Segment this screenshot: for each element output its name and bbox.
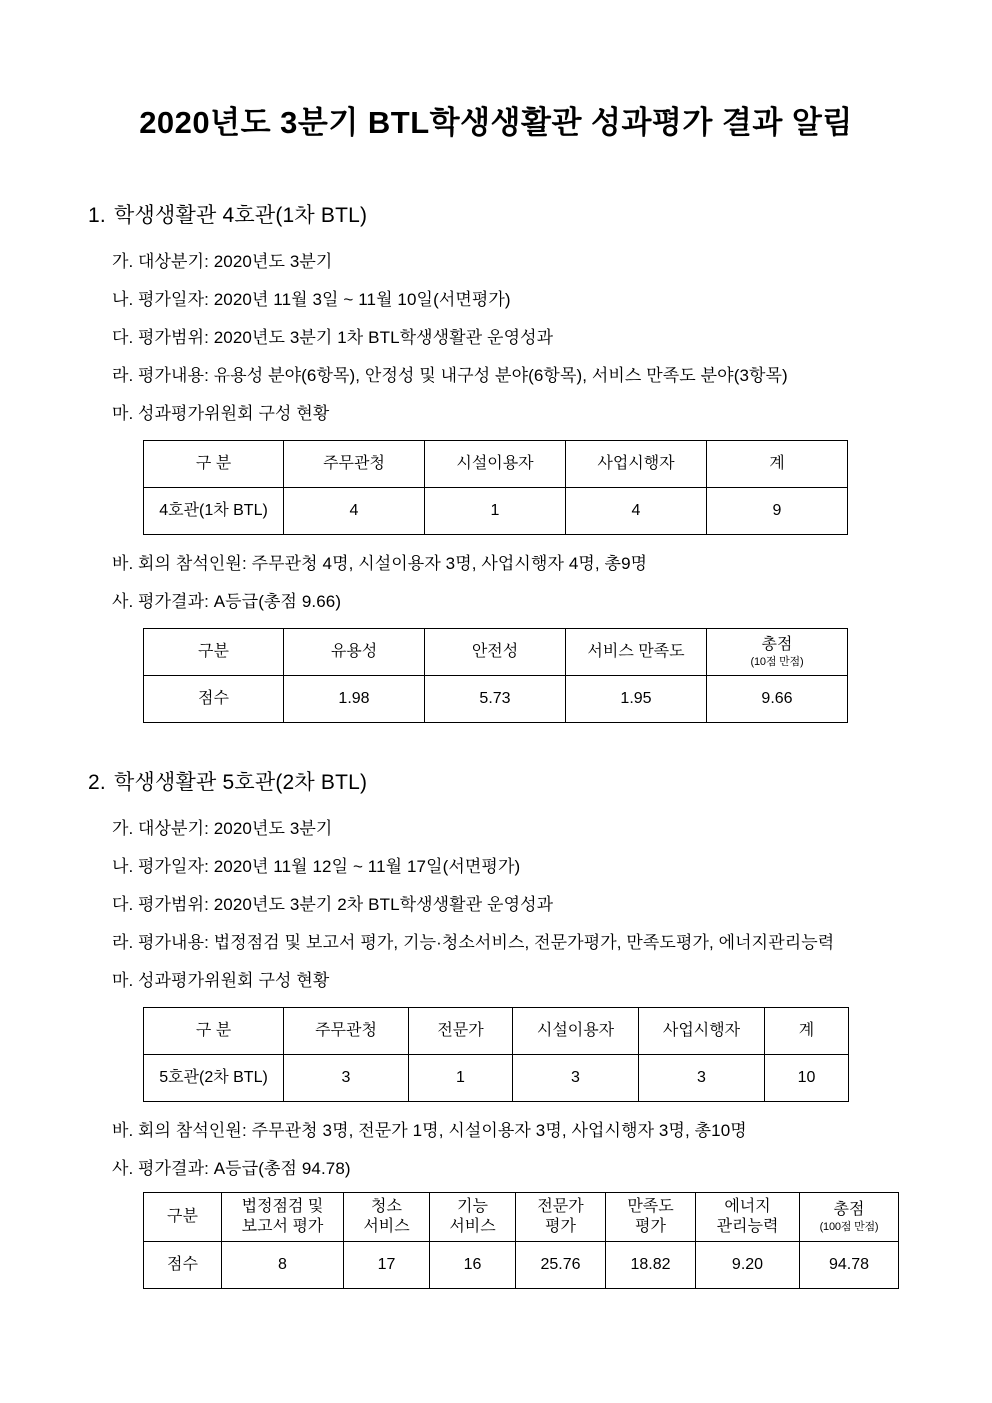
total-label: 총점 [761,636,793,654]
item-marker: 바. [112,1120,134,1140]
table-header-cell: 구분 [144,628,284,675]
table-header-cell: 구분 [144,1193,222,1241]
item-text: 평가일자: 2020년 11월 3일 ~ 11월 10일(서면평가) [138,289,511,309]
list-item [0,1120,992,1143]
total-label: 총점 [833,1201,865,1219]
item-marker: 나. [112,856,134,876]
item-text: 회의 참석인원: 주무관청 4명, 시설이용자 3명, 사업시행자 4명, 총9명 [138,553,648,573]
table-cell: 3 [284,1054,409,1101]
table-cell: 점수 [144,1241,222,1288]
table-row [144,675,848,722]
table-row [144,487,848,534]
list-item [0,251,992,274]
table-cell: 1 [409,1054,513,1101]
section-2 [0,769,992,1289]
section-1-heading [0,202,992,229]
table-cell: 4 [566,487,707,534]
table-cell: 9.20 [696,1241,800,1288]
item-text: 평가결과: A등급(총점 9.66) [138,591,342,611]
score-table-1 [143,628,848,723]
header-line-2: 서비스 [449,1217,496,1235]
table-header-cell [430,1193,516,1241]
table-header-cell [696,1193,800,1241]
table-header-cell: 구 분 [144,1007,284,1054]
section-1-title: 학생생활관 4호관(1차 BTL) [114,203,368,227]
list-item [0,327,992,350]
header-line-1: 기능 [457,1198,488,1216]
score-table-2 [143,1192,899,1288]
table-header-cell: 전문가 [409,1007,513,1054]
item-text: 평가범위: 2020년도 3분기 2차 BTL학생생활관 운영성과 [138,894,554,914]
page-title: 2020년도 3분기 BTL학생생활관 성과평가 결과 알림 [139,105,853,140]
total-max-note: (10점 만점) [750,655,804,668]
item-text: 대상분기: 2020년도 3분기 [138,252,333,272]
table-cell: 9.66 [707,675,848,722]
table-cell: 16 [430,1241,516,1288]
table-row [144,1241,899,1288]
section-1-number: 1. [88,203,106,227]
header-line-1: 법정점검 및 [241,1198,324,1216]
list-item [0,591,992,614]
list-item [0,970,992,993]
table-cell: 9 [707,487,848,534]
table-cell: 5.73 [425,675,566,722]
table-cell: 4호관(1차 BTL) [144,487,284,534]
header-line-2: 평가 [635,1217,666,1235]
table-cell: 17 [344,1241,430,1288]
section-divider-space [0,723,992,769]
item-marker: 다. [112,894,134,914]
table-header-cell: 유용성 [284,628,425,675]
header-line-1: 청소 [371,1198,402,1216]
section-1-items-cont [0,553,992,614]
table-header-cell: 구 분 [144,440,284,487]
item-text: 평가범위: 2020년도 3분기 1차 BTL학생생활관 운영성과 [138,327,554,347]
table-header-cell: 사업시행자 [639,1007,765,1054]
header-line-1: 전문가 [537,1198,584,1216]
item-marker: 가. [112,818,134,838]
item-text: 회의 참석인원: 주무관청 3명, 전문가 1명, 시설이용자 3명, 사업시행자 3명, 총10명 [138,1120,747,1140]
table-cell: 94.78 [800,1241,899,1288]
table-cell: 1 [425,487,566,534]
list-item [0,365,992,388]
section-2-title: 학생생활관 5호관(2차 BTL) [114,770,368,794]
table-header-cell: 사업시행자 [566,440,707,487]
header-line-2: 서비스 [363,1217,410,1235]
header-line-1: 만족도 [627,1198,674,1216]
table-cell: 5호관(2차 BTL) [144,1054,284,1101]
table-cell: 8 [222,1241,344,1288]
section-1-items [0,251,992,426]
score-table-2-wrapper [0,1192,992,1288]
total-max-note: (100점 만점) [819,1220,879,1233]
item-text: 성과평가위원회 구성 현황 [138,403,330,423]
item-marker: 사. [112,1158,134,1178]
list-item [0,289,992,312]
table-cell: 3 [639,1054,765,1101]
item-marker: 다. [112,327,134,347]
item-marker: 마. [112,403,134,423]
item-text: 평가내용: 법정점검 및 보고서 평가, 기능·청소서비스, 전문가평가, 만족도평가, 에너지관리능력 [138,932,835,952]
table-cell: 점수 [144,675,284,722]
item-marker: 바. [112,553,134,573]
list-item [0,856,992,879]
table-cell: 18.82 [606,1241,696,1288]
item-text: 대상분기: 2020년도 3분기 [138,818,333,838]
list-item [0,932,992,955]
table-header-row [144,440,848,487]
list-item [0,894,992,917]
table-header-cell: 안전성 [425,628,566,675]
section-1 [0,202,992,723]
item-text: 평가결과: A등급(총점 94.78) [138,1158,351,1178]
table-cell: 1.95 [566,675,707,722]
table-header-cell [516,1193,606,1241]
list-item [0,403,992,426]
table-cell: 3 [513,1054,639,1101]
table-header-cell-total [707,628,848,675]
item-marker: 사. [112,591,134,611]
table-cell: 1.98 [284,675,425,722]
table-header-cell [606,1193,696,1241]
table-header-cell: 서비스 만족도 [566,628,707,675]
score-table-1-wrapper [0,628,992,723]
item-marker: 가. [112,252,134,272]
table-header-cell: 계 [707,440,848,487]
committee-table-2-wrapper [0,1007,992,1102]
table-header-cell: 주무관청 [284,440,425,487]
committee-table-2 [143,1007,849,1102]
list-item [0,818,992,841]
section-2-heading [0,769,992,796]
item-marker: 라. [112,365,134,385]
table-header-cell: 계 [765,1007,849,1054]
item-marker: 나. [112,289,134,309]
table-header-cell: 주무관청 [284,1007,409,1054]
section-2-items [0,818,992,993]
item-marker: 마. [112,970,134,990]
table-row [144,1054,849,1101]
table-cell: 10 [765,1054,849,1101]
table-header-row [144,628,848,675]
header-line-1: 에너지 [724,1198,771,1216]
header-line-2: 평가 [545,1217,576,1235]
table-header-cell: 시설이용자 [425,440,566,487]
item-text: 성과평가위원회 구성 현황 [138,970,330,990]
item-text: 평가내용: 유용성 분야(6항목), 안정성 및 내구성 분야(6항목), 서비스 만족도 분야(3항목) [138,365,788,385]
item-marker: 라. [112,932,134,952]
table-header-cell: 시설이용자 [513,1007,639,1054]
table-header-cell-total [800,1193,899,1241]
table-header-cell [344,1193,430,1241]
item-text: 평가일자: 2020년 11월 12일 ~ 11월 17일(서면평가) [138,856,521,876]
committee-table-1 [143,440,848,535]
table-cell: 25.76 [516,1241,606,1288]
table-header-cell [222,1193,344,1241]
header-line-2: 관리능력 [716,1217,779,1235]
section-2-items-cont [0,1120,992,1181]
list-item [0,1158,992,1181]
committee-table-1-wrapper [0,440,992,535]
table-cell: 4 [284,487,425,534]
table-header-row [144,1007,849,1054]
header-line-2: 보고서 평가 [241,1217,324,1235]
section-2-number: 2. [88,770,106,794]
list-item [0,553,992,576]
table-header-row [144,1193,899,1241]
